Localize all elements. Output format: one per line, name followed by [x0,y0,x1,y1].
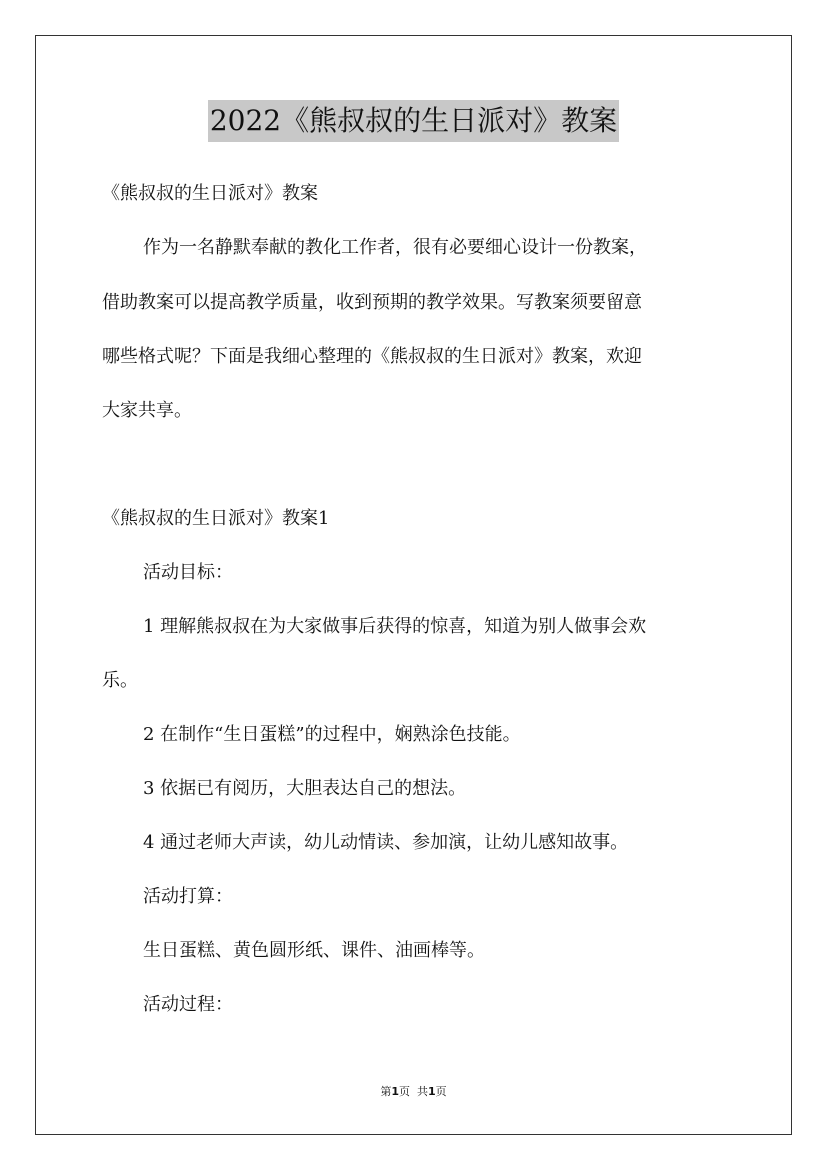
intro-line-4: 大家共享。 [102,400,192,421]
footer-prefix: 第 [380,1085,392,1098]
goals-heading: 活动目标： [143,562,233,583]
process-heading: 活动过程： [143,994,233,1015]
document-subtitle: 《熊叔叔的生日派对》教案 [102,183,318,204]
footer-page-number: 1 [391,1085,399,1098]
section-heading: 《熊叔叔的生日派对》教案1 [102,508,330,529]
footer-middle: 页 共 [399,1085,428,1098]
intro-line-1: 作为一名静默奉献的教化工作者，很有必要细心设计一份教案， [143,237,647,258]
footer-total-pages: 1 [428,1085,436,1098]
prep-heading: 活动打算： [143,886,233,907]
title-container [0,100,827,142]
intro-line-3: 哪些格式呢？下面是我细心整理的《熊叔叔的生日派对》教案，欢迎 [102,346,642,367]
goal-1-line-1: 1 理解熊叔叔在为大家做事后获得的惊喜，知道为别人做事会欢 [143,616,647,637]
goal-2: 2 在制作“生日蛋糕”的过程中，娴熟涂色技能。 [143,724,521,745]
document-title: 2022《熊叔叔的生日派对》教案 [208,100,619,142]
intro-line-2: 借助教案可以提高教学质量，收到预期的教学效果。写教案须要留意 [102,292,642,313]
page-footer [0,1084,827,1100]
goal-3: 3 依据已有阅历，大胆表达自己的想法。 [143,778,467,799]
goal-1-line-2: 乐。 [102,670,138,691]
goal-4: 4 通过老师大声读，幼儿动情读、参加演，让幼儿感知故事。 [143,832,629,853]
prep-items: 生日蛋糕、黄色圆形纸、课件、油画棒等。 [143,940,485,961]
footer-suffix: 页 [435,1085,447,1098]
